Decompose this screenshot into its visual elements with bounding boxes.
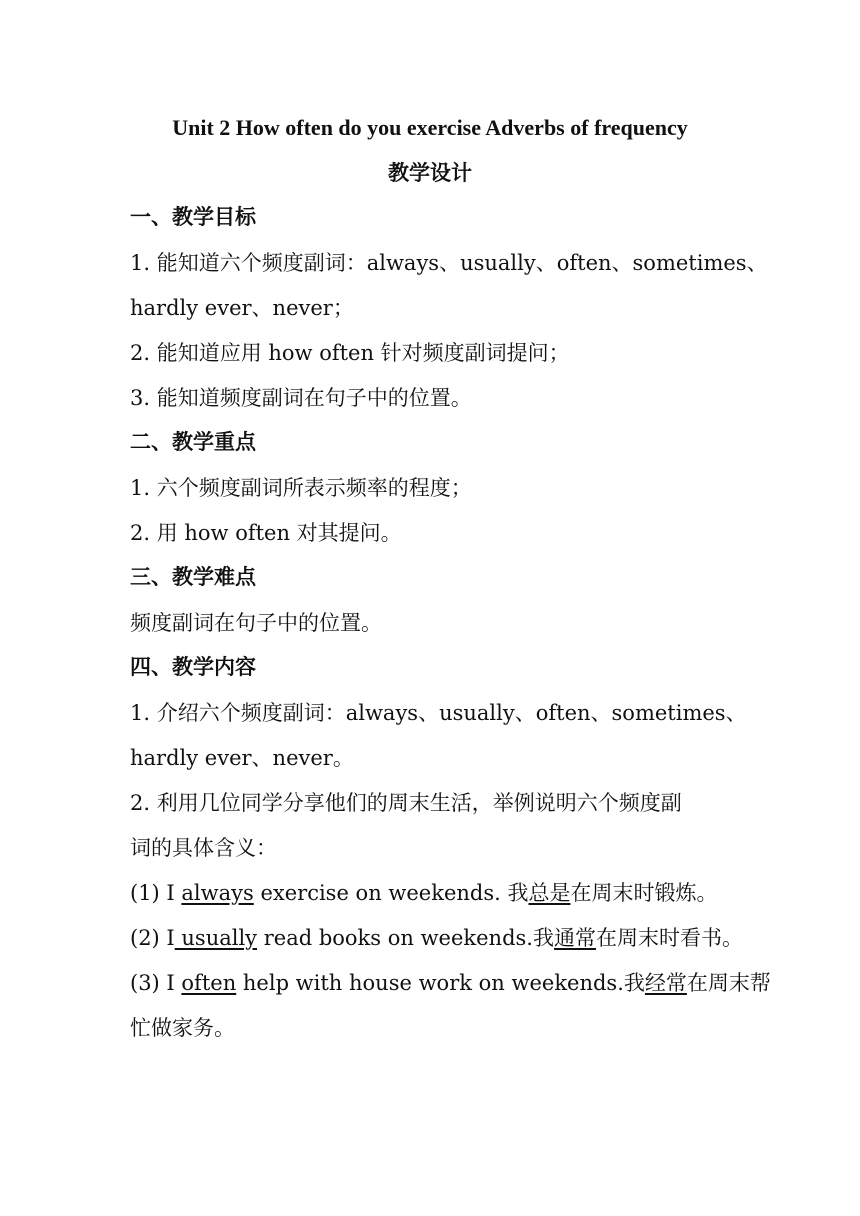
objective-1-line-2: hardly ever、never； <box>130 296 354 320</box>
example-2-number: (2) I <box>130 926 175 950</box>
example-1-adverb: always <box>181 881 254 905</box>
example-3-sentence: help with house work on weekends.我 <box>236 971 645 995</box>
example-1 <box>130 878 717 908</box>
objective-1-line-1: 1. 能知道六个频度副词：always、usually、often、sometimes、 <box>130 251 768 275</box>
example-1-number: (1) I <box>130 881 182 905</box>
example-3 <box>130 968 771 998</box>
example-1-translation: 在周末时锻炼。 <box>570 881 718 905</box>
section-heading-objectives: 一、教学目标 <box>130 204 256 229</box>
objective-2: 2. 能知道应用 how often 针对频度副词提问； <box>130 341 570 365</box>
example-3-translation: 在周末帮 <box>686 971 771 995</box>
key-point-1: 1. 六个频度副词所表示频率的程度； <box>130 476 472 500</box>
difficulty-text: 频度副词在句子中的位置。 <box>130 611 382 635</box>
example-3-adverb: often <box>181 971 237 995</box>
content-2-line-2: 词的具体含义： <box>130 836 277 860</box>
example-3-cn-adverb: 经常 <box>644 971 687 995</box>
example-2-translation: 在周末时看书。 <box>595 926 743 950</box>
section-heading-key-points: 二、教学重点 <box>130 429 256 454</box>
content-1-line-2: hardly ever、never。 <box>130 746 354 770</box>
example-2-adverb: usually <box>174 926 258 950</box>
example-1-cn-adverb: 总是 <box>528 881 571 905</box>
key-point-2: 2. 用 how often 对其提问。 <box>130 521 402 545</box>
content-2-line-1: 2. 利用几位同学分享他们的周末生活，举例说明六个频度副 <box>130 791 682 815</box>
content-1-line-1: 1. 介绍六个频度副词：always、usually、often、sometimes、 <box>130 701 747 725</box>
document-title: Unit 2 How often do you exercise Adverbs of frequency <box>172 115 688 140</box>
objective-3: 3. 能知道频度副词在句子中的位置。 <box>130 386 472 410</box>
example-3-number: (3) I <box>130 971 182 995</box>
example-2-sentence: read books on weekends.我 <box>257 926 554 950</box>
document-subtitle: 教学设计 <box>388 160 472 185</box>
example-3-line-2: 忙做家务。 <box>130 1016 235 1040</box>
example-1-sentence: exercise on weekends. 我 <box>253 881 529 905</box>
section-heading-difficulties: 三、教学难点 <box>130 564 256 589</box>
example-2-cn-adverb: 通常 <box>553 926 596 950</box>
example-2 <box>130 923 743 953</box>
section-heading-content: 四、教学内容 <box>130 654 256 679</box>
